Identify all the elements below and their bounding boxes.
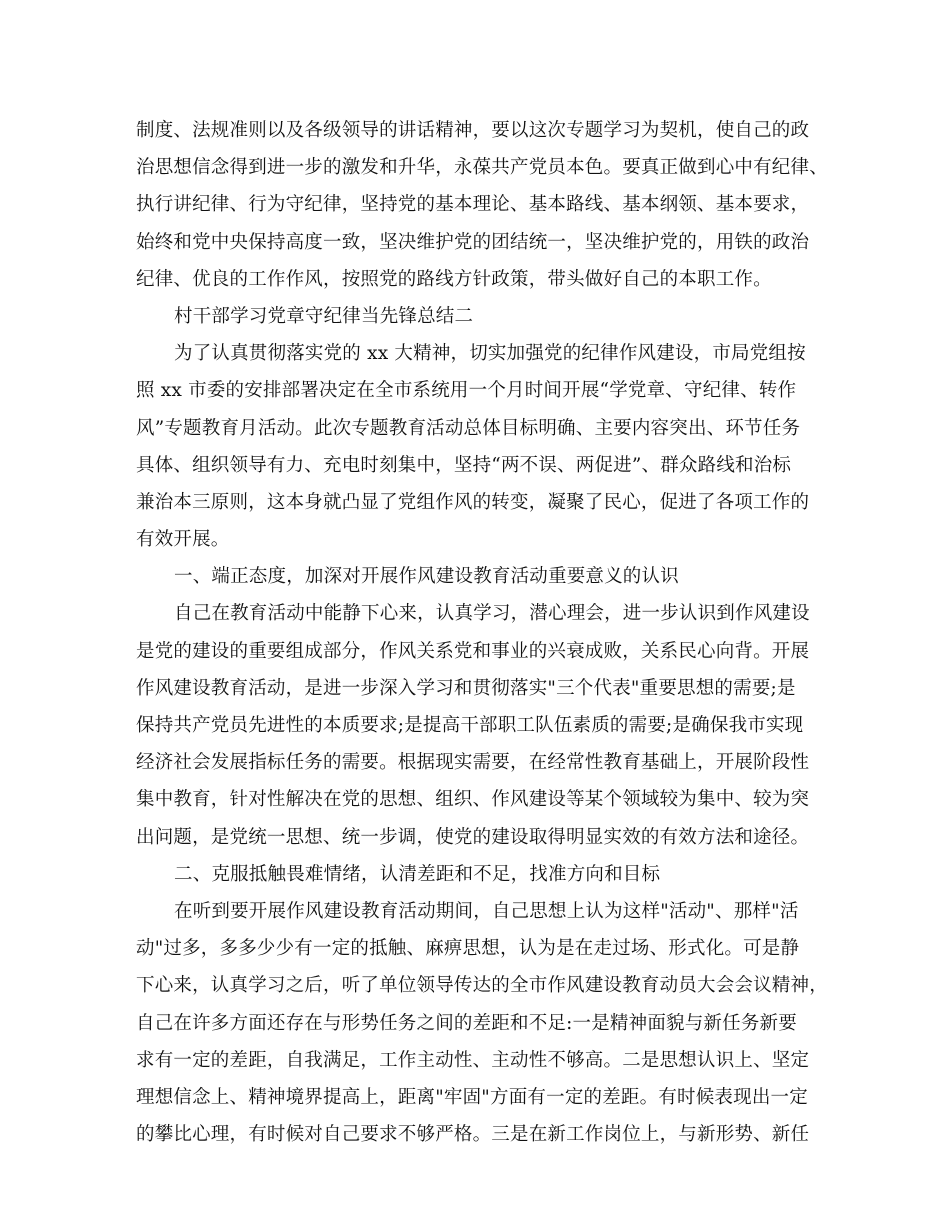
text-line: 自己在许多方面还存在与形势任务之间的差距和不足:一是精神面貌与新任务新要	[136, 1012, 797, 1034]
section-heading: 一、端正态度，加深对开展作风建设教育活动重要意义的认识	[174, 566, 679, 588]
text-line: 具体、组织领导有力、充电时刻集中，坚持“两不误、两促进”、群众路线和治标	[136, 454, 792, 476]
text-line: 在听到要开展作风建设教育活动期间，自己思想上认为这样"活动"、那样"活	[174, 900, 799, 922]
text-line: 求有一定的差距，自我满足，工作主动性、主动性不够高。二是思想认识上、坚定	[136, 1049, 810, 1071]
section-heading: 二、克服抵触畏难情绪，认清差距和不足，找准方向和目标	[174, 863, 661, 885]
text-line: 作风建设教育活动，是进一步深入学习和贯彻落实"三个代表"重要思想的需要;是	[136, 677, 796, 699]
text-line: 动"过多，多多少少有一定的抵触、麻痹思想，认为是在走过场、形式化。可是静	[136, 938, 800, 960]
text-line: 有效开展。	[136, 529, 230, 551]
text-line: 下心来，认真学习之后，听了单位领导传达的全市作风建设教育动员大会会议精神，	[136, 975, 828, 997]
text-line: 理想信念上、精神境界提高上，距离"牢固"方面有一定的差距。有时候表现出一定	[136, 1086, 808, 1108]
text-line: 始终和党中央保持高度一致，坚决维护党的团结统一，坚决维护党的，用铁的政治	[136, 231, 810, 253]
text-line: 执行讲纪律、行为守纪律，坚持党的基本理论、基本路线、基本纲领、基本要求，	[136, 194, 810, 216]
text-line: 风”专题教育月活动。此次专题教育活动总体目标明确、主要内容突出、环节任务	[136, 417, 801, 439]
text-line: 治思想信念得到进一步的激发和升华，永葆共产党员本色。要真正做到心中有纪律、	[136, 157, 828, 179]
text-line: 自己在教育活动中能静下心来，认真学习，潜心理会，进一步认识到作风建设	[174, 603, 810, 625]
text-line: 保持共产党员先进性的本质要求;是提高干部职工队伍素质的需要;是确保我市实现	[136, 715, 804, 736]
text-line: 是党的建设的重要组成部分，作风关系党和事业的兴衰成败，关系民心向背。开展	[136, 640, 810, 662]
text-line: 照 xx 市委的安排部署决定在全市系统用一个月时间开展“学党章、守纪律、转作	[136, 380, 797, 402]
text-line: 制度、法规准则以及各级领导的讲话精神，要以这次专题学习为契机，使自己的政	[136, 120, 810, 141]
document-body	[136, 112, 826, 1153]
text-line: 集中教育，针对性解决在党的思想、组织、作风建设等某个领域较为集中、较为突	[136, 789, 810, 811]
text-line: 兼治本三原则，这本身就凸显了党组作风的转变，凝聚了民心，促进了各项工作的	[136, 491, 810, 513]
text-line: 的攀比心理，有时候对自己要求不够严格。三是在新工作岗位上，与新形势、新任	[136, 1124, 810, 1146]
text-line: 出问题，是党统一思想、统一步调，使党的建设取得明显实效的有效方法和途径。	[136, 826, 810, 848]
text-line: 经济社会发展指标任务的需要。根据现实需要，在经常性教育基础上，开展阶段性	[136, 752, 810, 774]
text-line: 纪律、优良的工作作风，按照党的路线方针政策，带头做好自己的本职工作。	[136, 268, 772, 290]
section-heading: 村干部学习党章守纪律当先锋总结二	[174, 305, 474, 327]
text-line: 为了认真贯彻落实党的 xx 大精神，切实加强党的纪律作风建设，市局党组按	[174, 343, 806, 365]
